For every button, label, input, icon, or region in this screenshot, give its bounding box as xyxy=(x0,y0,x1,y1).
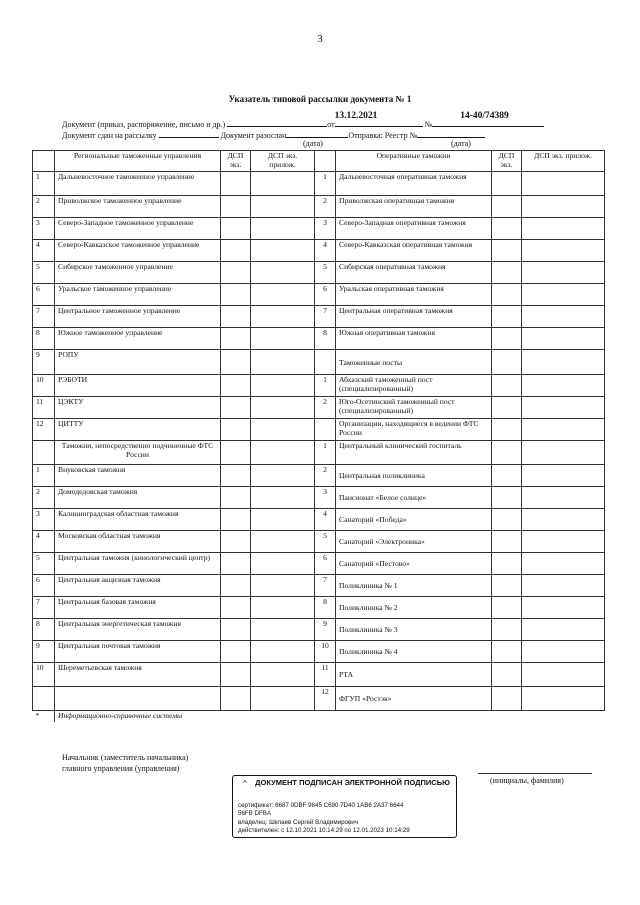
left-row-number: 2 xyxy=(33,487,55,509)
left-dsp-copies xyxy=(221,419,251,441)
left-dsp-attach xyxy=(251,687,315,711)
header-dsp-attach: ДСП экз. прилож. xyxy=(251,151,315,172)
right-organization: РТА xyxy=(336,663,492,687)
right-dsp-copies xyxy=(492,240,522,262)
initials-hint: (инициалы, фамилия) xyxy=(490,776,564,785)
document-title: Указатель типовой рассылки документа № 1 xyxy=(228,94,412,104)
left-row-number: 1 xyxy=(33,465,55,487)
table-row xyxy=(33,397,605,419)
left-organization: РЭБОТИ xyxy=(55,375,221,397)
left-dsp-attach xyxy=(251,441,315,465)
right-dsp-attach xyxy=(522,172,605,196)
right-organization: Южная оперативная таможня xyxy=(336,328,492,350)
left-organization: Приволжское таможенное управление xyxy=(55,196,221,218)
right-dsp-copies xyxy=(492,397,522,419)
table-row xyxy=(33,641,605,663)
table-row xyxy=(33,328,605,350)
owner-line: владелец: Шклаев Сергей Владимирович xyxy=(238,819,358,826)
right-row-number: 12 xyxy=(315,687,336,711)
left-row-number: 9 xyxy=(33,350,55,375)
table-row xyxy=(33,509,605,531)
right-row-number: 9 xyxy=(315,619,336,641)
right-dsp-copies xyxy=(492,663,522,687)
right-organization: Дальневосточная оперативная таможня xyxy=(336,172,492,196)
table-row xyxy=(33,262,605,284)
left-organization: Северо-Западное таможенное управление xyxy=(55,218,221,240)
left-dsp-attach xyxy=(251,328,315,350)
table-row xyxy=(33,419,605,441)
right-dsp-attach xyxy=(522,641,605,663)
right-dsp-copies xyxy=(492,419,522,441)
right-organization: ФГУП «Ростэк» xyxy=(336,687,492,711)
document-date: 13.12.2021 xyxy=(334,111,378,121)
right-organization: Поликлиника № 2 xyxy=(336,597,492,619)
right-organization: Санаторий «Пестово» xyxy=(336,553,492,575)
left-dsp-copies xyxy=(221,553,251,575)
left-dsp-attach xyxy=(251,218,315,240)
left-dsp-copies xyxy=(221,262,251,284)
right-row-number xyxy=(315,350,336,375)
left-row-number: 6 xyxy=(33,284,55,306)
right-row-number: 7 xyxy=(315,306,336,328)
right-dsp-copies xyxy=(492,218,522,240)
left-dsp-attach xyxy=(251,465,315,487)
validity-line: действителен: с 12.10.2021 10:14:29 по 12.01.2023 10:14:29 xyxy=(238,827,410,834)
right-dsp-attach xyxy=(522,597,605,619)
right-row-number xyxy=(315,419,336,441)
table-row xyxy=(33,575,605,597)
right-dsp-copies xyxy=(492,375,522,397)
page-number: 3 xyxy=(317,33,323,45)
right-organization: Поликлиника № 1 xyxy=(336,575,492,597)
left-row-number: 6 xyxy=(33,575,55,597)
right-organization: Абхазский таможенный пост (специализированный) xyxy=(336,375,492,397)
right-dsp-copies xyxy=(492,641,522,663)
right-dsp-copies xyxy=(492,306,522,328)
left-dsp-attach xyxy=(251,509,315,531)
left-organization xyxy=(55,687,221,711)
table-row xyxy=(33,196,605,218)
right-dsp-attach xyxy=(522,687,605,711)
right-row-number: 2 xyxy=(315,397,336,419)
left-organization: Центральная таможня (кинологический центр) xyxy=(55,553,221,575)
right-organization: Приволжская оперативная таможня xyxy=(336,196,492,218)
left-dsp-attach xyxy=(251,619,315,641)
left-dsp-attach xyxy=(251,575,315,597)
left-organization: Центральная акцизная таможня xyxy=(55,575,221,597)
right-row-number: 5 xyxy=(315,262,336,284)
right-dsp-copies xyxy=(492,284,522,306)
left-dsp-attach xyxy=(251,284,315,306)
table-row xyxy=(33,441,605,465)
right-organization: Северо-Кавказская оперативная таможня xyxy=(336,240,492,262)
right-dsp-copies xyxy=(492,196,522,218)
header-dsp-copies-2: ДСП экз. xyxy=(492,151,522,172)
left-dsp-copies xyxy=(221,397,251,419)
left-organization: Сибирское таможенное управление xyxy=(55,262,221,284)
left-dsp-attach xyxy=(251,262,315,284)
left-row-number: 3 xyxy=(33,218,55,240)
table-row xyxy=(33,687,605,711)
left-organization: Московская областная таможня xyxy=(55,531,221,553)
left-organization: Центральная почтовая таможня xyxy=(55,641,221,663)
left-dsp-copies xyxy=(221,487,251,509)
table-row xyxy=(33,240,605,262)
left-row-number xyxy=(33,687,55,711)
left-dsp-copies xyxy=(221,687,251,711)
table-row xyxy=(33,487,605,509)
right-organization: Пансионат «Белое солнце» xyxy=(336,487,492,509)
signature-title: ДОКУМЕНТ ПОДПИСАН ЭЛЕКТРОННОЙ ПОДПИСЬЮ xyxy=(255,778,450,787)
right-dsp-copies xyxy=(492,441,522,465)
certificate-line-2: 56FB DFBA xyxy=(238,810,272,817)
left-dsp-attach xyxy=(251,240,315,262)
left-dsp-attach xyxy=(251,597,315,619)
left-organization: Уральское таможенное управление xyxy=(55,284,221,306)
right-dsp-attach xyxy=(522,487,605,509)
left-dsp-copies xyxy=(221,531,251,553)
right-dsp-copies xyxy=(492,328,522,350)
left-dsp-attach xyxy=(251,375,315,397)
left-organization: Северо-Кавказское таможенное управление xyxy=(55,240,221,262)
certificate-line-1: сертификат: 6687 0DBF 9845 C690 7D40 1AB6 2A37 6644 xyxy=(238,802,404,809)
right-row-number: 3 xyxy=(315,487,336,509)
right-organization: Северо-Западная оперативная таможня xyxy=(336,218,492,240)
left-dsp-attach xyxy=(251,487,315,509)
left-row-number: 7 xyxy=(33,597,55,619)
right-organization: Таможенные посты xyxy=(336,350,492,375)
right-row-number: 2 xyxy=(315,196,336,218)
table-row xyxy=(33,350,605,375)
left-dsp-copies xyxy=(221,663,251,687)
right-dsp-attach xyxy=(522,196,605,218)
chief-title-line1: Начальник (заместитель начальника) xyxy=(62,753,189,762)
right-dsp-copies xyxy=(492,350,522,375)
right-row-number: 6 xyxy=(315,284,336,306)
header-operative: Оперативные таможни xyxy=(336,151,492,172)
right-dsp-copies xyxy=(492,575,522,597)
right-organization: Центральный клинический госпиталь xyxy=(336,441,492,465)
right-organization: Организации, находящиеся в ведении ФТС России xyxy=(336,419,492,441)
right-dsp-attach xyxy=(522,509,605,531)
table-row xyxy=(33,597,605,619)
left-dsp-attach xyxy=(251,531,315,553)
header-dsp-attach-2: ДСП экз. прилож. xyxy=(522,151,605,172)
right-row-number: 4 xyxy=(315,240,336,262)
right-organization: Санаторий «Электроника» xyxy=(336,531,492,553)
date-prefix: от xyxy=(327,120,335,129)
signature-line xyxy=(478,773,592,774)
right-dsp-attach xyxy=(522,465,605,487)
left-row-number: 3 xyxy=(33,509,55,531)
left-dsp-copies xyxy=(221,328,251,350)
left-dsp-copies xyxy=(221,306,251,328)
left-dsp-attach xyxy=(251,196,315,218)
date-hint-1: (дата) xyxy=(303,139,323,148)
left-dsp-attach xyxy=(251,397,315,419)
left-row-number: 5 xyxy=(33,262,55,284)
left-row-number: 2 xyxy=(33,196,55,218)
left-dsp-copies xyxy=(221,240,251,262)
table-header-row xyxy=(33,151,605,172)
left-dsp-attach xyxy=(251,419,315,441)
left-dsp-copies xyxy=(221,465,251,487)
right-row-number: 6 xyxy=(315,553,336,575)
right-dsp-attach xyxy=(522,419,605,441)
left-row-number: 11 xyxy=(33,397,55,419)
date-hint-2: (дата) xyxy=(451,139,471,148)
footer-systems-label: Информационно-справочные системы xyxy=(55,711,605,722)
left-dsp-copies xyxy=(221,441,251,465)
left-dsp-copies xyxy=(221,284,251,306)
left-row-number: 7 xyxy=(33,306,55,328)
left-organization: Центральная базовая таможня xyxy=(55,597,221,619)
right-dsp-copies xyxy=(492,597,522,619)
left-dsp-copies xyxy=(221,597,251,619)
right-organization: Поликлиника № 4 xyxy=(336,641,492,663)
left-dsp-attach xyxy=(251,663,315,687)
left-dsp-attach xyxy=(251,172,315,196)
right-row-number: 2 xyxy=(315,465,336,487)
right-dsp-copies xyxy=(492,262,522,284)
right-dsp-attach xyxy=(522,284,605,306)
right-dsp-attach xyxy=(522,441,605,465)
stamp-icon: ^ xyxy=(243,779,247,788)
left-row-number: 9 xyxy=(33,641,55,663)
right-row-number: 8 xyxy=(315,328,336,350)
right-dsp-copies xyxy=(492,553,522,575)
table-row xyxy=(33,619,605,641)
left-dsp-attach xyxy=(251,350,315,375)
right-organization: Сибирская оперативная таможня xyxy=(336,262,492,284)
right-organization: Поликлиника № 3 xyxy=(336,619,492,641)
shipping-label: Отправка: Реестр № xyxy=(348,131,418,140)
number-prefix: № xyxy=(424,120,433,129)
left-dsp-copies xyxy=(221,641,251,663)
left-organization: ЦЭКТУ xyxy=(55,397,221,419)
right-dsp-attach xyxy=(522,328,605,350)
left-organization: Дальневосточное таможенное управление xyxy=(55,172,221,196)
left-row-number: 8 xyxy=(33,619,55,641)
right-organization: Центральная оперативная таможня xyxy=(336,306,492,328)
right-dsp-attach xyxy=(522,397,605,419)
issued-label: Документ сдан на рассылку xyxy=(62,131,157,140)
table-row xyxy=(33,306,605,328)
distribution-table xyxy=(32,150,605,722)
left-row-number: 5 xyxy=(33,553,55,575)
table-row xyxy=(33,553,605,575)
distribution-line xyxy=(62,128,485,141)
right-dsp-attach xyxy=(522,619,605,641)
table-row xyxy=(33,375,605,397)
left-row-number: 4 xyxy=(33,240,55,262)
right-dsp-attach xyxy=(522,663,605,687)
left-dsp-attach xyxy=(251,553,315,575)
right-organization: Уральская оперативная таможня xyxy=(336,284,492,306)
right-row-number: 10 xyxy=(315,641,336,663)
right-dsp-copies xyxy=(492,687,522,711)
right-dsp-copies xyxy=(492,172,522,196)
right-dsp-attach xyxy=(522,350,605,375)
right-dsp-attach xyxy=(522,575,605,597)
table-row xyxy=(33,172,605,196)
left-organization: Центральное таможенное управление xyxy=(55,306,221,328)
right-row-number: 1 xyxy=(315,441,336,465)
right-dsp-copies xyxy=(492,487,522,509)
right-dsp-copies xyxy=(492,619,522,641)
right-dsp-attach xyxy=(522,531,605,553)
left-organization: Центральная энергетическая таможня xyxy=(55,619,221,641)
electronic-signature-stamp xyxy=(232,775,457,838)
sent-label: Документ разослан xyxy=(220,131,287,140)
left-dsp-copies xyxy=(221,619,251,641)
right-dsp-copies xyxy=(492,509,522,531)
left-dsp-copies xyxy=(221,509,251,531)
left-organization: РОПУ xyxy=(55,350,221,375)
left-organization: Таможни, непосредственно подчиненные ФТС России xyxy=(55,441,221,465)
right-dsp-attach xyxy=(522,553,605,575)
right-row-number: 4 xyxy=(315,509,336,531)
left-dsp-copies xyxy=(221,172,251,196)
right-dsp-attach xyxy=(522,262,605,284)
chief-title-line2: главного управления (управления) xyxy=(62,764,180,773)
left-organization: Шереметьевская таможня xyxy=(55,663,221,687)
table-row xyxy=(33,284,605,306)
left-organization: ЦИТТУ xyxy=(55,419,221,441)
left-organization: Внуковская таможня xyxy=(55,465,221,487)
right-dsp-attach xyxy=(522,375,605,397)
left-dsp-copies xyxy=(221,196,251,218)
header-regional: Региональные таможенные управления xyxy=(55,151,221,172)
right-dsp-attach xyxy=(522,306,605,328)
right-row-number: 11 xyxy=(315,663,336,687)
right-dsp-copies xyxy=(492,531,522,553)
table-row xyxy=(33,218,605,240)
left-dsp-copies xyxy=(221,218,251,240)
document-type-label: Документ (приказ, распоряжение, письмо и др.) xyxy=(62,120,226,129)
right-row-number: 7 xyxy=(315,575,336,597)
right-row-number: 3 xyxy=(315,218,336,240)
left-row-number: 1 xyxy=(33,172,55,196)
document-number: 14-40/74389 xyxy=(460,111,509,121)
right-row-number: 1 xyxy=(315,375,336,397)
right-row-number: 5 xyxy=(315,531,336,553)
right-row-number: 1 xyxy=(315,172,336,196)
left-dsp-copies xyxy=(221,575,251,597)
right-dsp-attach xyxy=(522,240,605,262)
left-row-number: 12 xyxy=(33,419,55,441)
left-row-number: 8 xyxy=(33,328,55,350)
right-dsp-attach xyxy=(522,218,605,240)
table-row xyxy=(33,663,605,687)
header-dsp-copies: ДСП экз. xyxy=(221,151,251,172)
left-dsp-attach xyxy=(251,641,315,663)
right-organization: Санаторий «Победа» xyxy=(336,509,492,531)
left-dsp-copies xyxy=(221,375,251,397)
left-organization: Калининградская областная таможня xyxy=(55,509,221,531)
left-dsp-copies xyxy=(221,350,251,375)
table-footer-row xyxy=(33,711,605,722)
footer-star: * xyxy=(33,711,55,722)
right-organization: Центральная поликлиника xyxy=(336,465,492,487)
left-row-number: 10 xyxy=(33,375,55,397)
left-row-number: 10 xyxy=(33,663,55,687)
table-row xyxy=(33,531,605,553)
left-row-number xyxy=(33,441,55,465)
left-organization: Домодедовская таможня xyxy=(55,487,221,509)
left-dsp-attach xyxy=(251,306,315,328)
right-organization: Юго-Осетинский таможенный пост (специализированный) xyxy=(336,397,492,419)
left-organization: Южное таможенное управление xyxy=(55,328,221,350)
right-dsp-copies xyxy=(492,465,522,487)
table-row xyxy=(33,465,605,487)
right-row-number: 8 xyxy=(315,597,336,619)
left-row-number: 4 xyxy=(33,531,55,553)
